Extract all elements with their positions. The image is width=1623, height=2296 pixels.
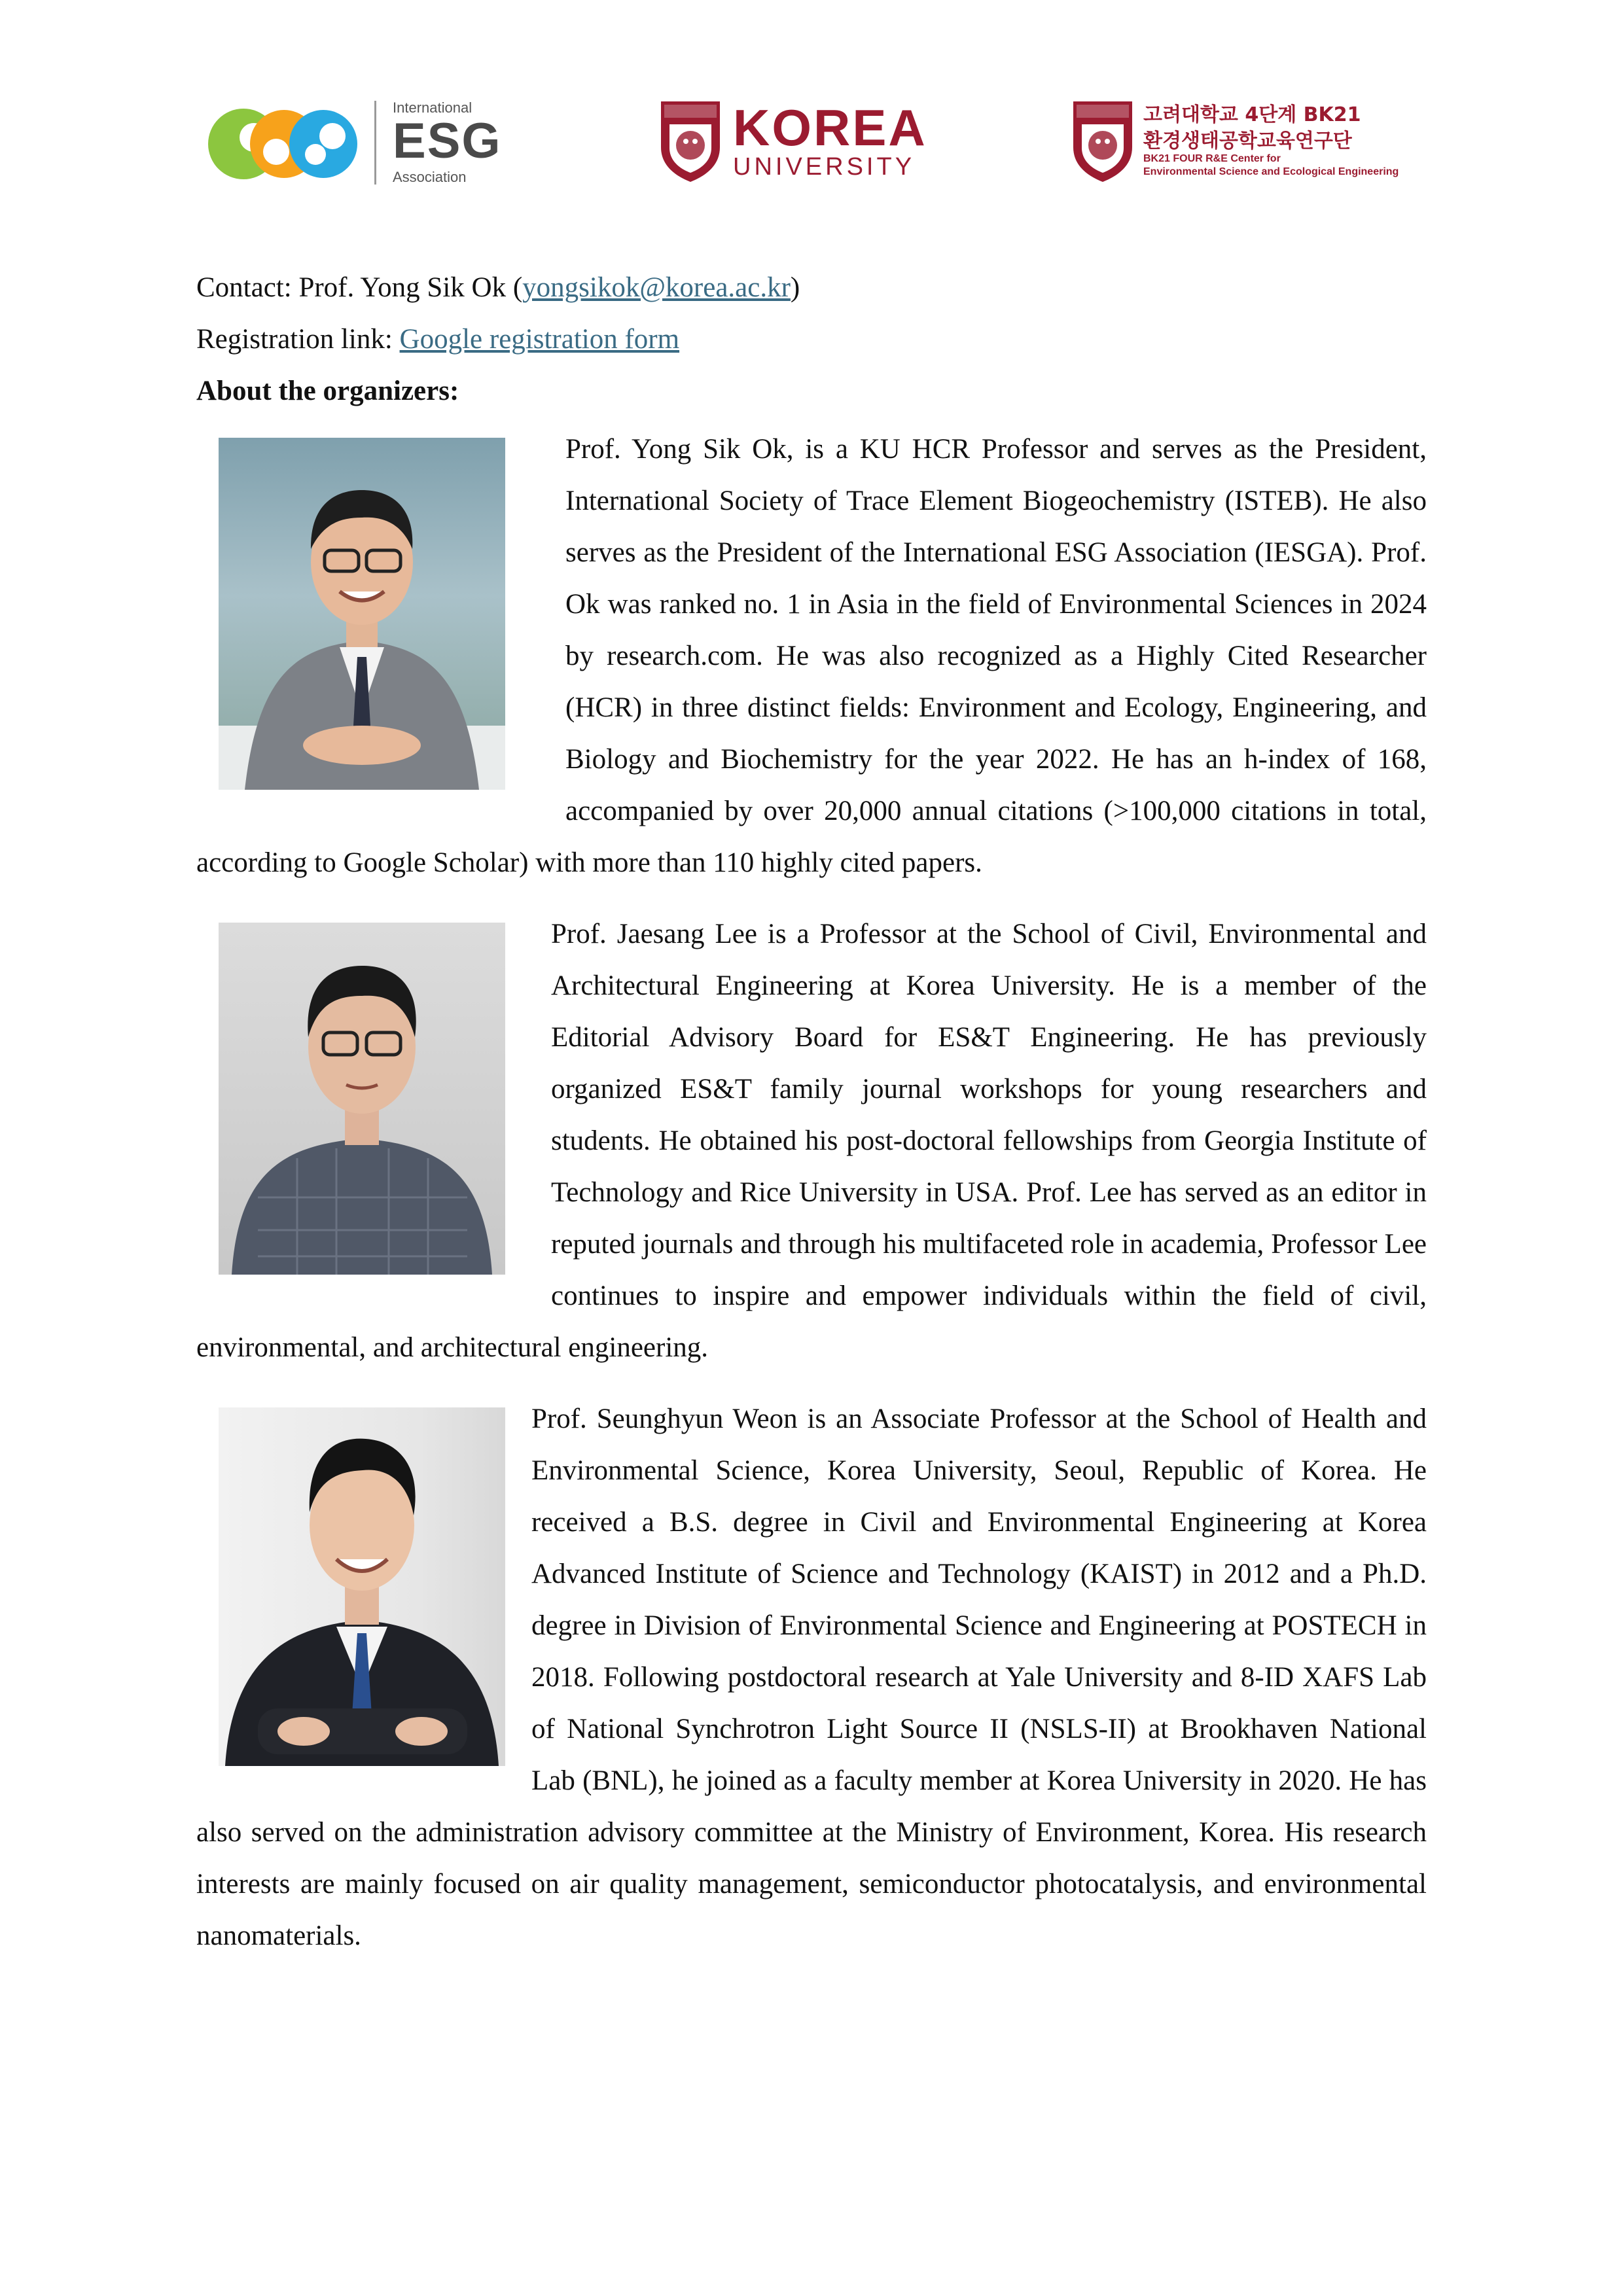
registration-prefix: Registration link: [196, 324, 400, 355]
registration-line [196, 313, 1427, 365]
page-header [0, 0, 1623, 196]
ku-crest-icon [658, 98, 723, 183]
organizer-photo [219, 923, 505, 1275]
ku-crest-icon [1070, 98, 1135, 183]
ku-logo-line1: KOREA [733, 99, 927, 156]
bio-text: Prof. Yong Sik Ok, is a KU HCR Professor and serves as the President, International Society of Trace Element Biogeochemistry (ISTEB). He also serves as the President of the International ESG Association (IESGA). Prof. Ok was ranked no. 1 in Asia in the field of Environmental Sciences in 2024 by research.com. He was also recognized as a Highly Cited Researcher (HCR) in three distinct fields: Environment and Ecology, Engineering, and Biology and Biochemistry for the year 2022. He has an h-index of 168, accompanied by over 20,000 annual citations (>100,000 citations in total, according to Google Scholar) with more than 110 highly cited papers. [196, 434, 1427, 878]
contact-line [196, 262, 1427, 313]
bk21-logo-line4: Environmental Science and Ecological Engineering [1143, 166, 1399, 177]
ku-logo-line2: UNIVERSITY [733, 153, 916, 181]
bio-text: Prof. Seunghyun Weon is an Associate Professor at the School of Health and Environmental Science, Korea University, Seoul, Republic of Korea. He received a B.S. degree in Civil and Environmental Engineering at Korea Advanced Institute of Science and Technology (KAIST) in 2012 and a Ph.D. degree in Division of Environmental Science and Engineering at POSTECH in 2018. Following postdoctoral research at Yale University and 8-ID XAFS Lab of National Synchrotron Light Source II (NSLS-II) at Brookhaven National Lab (BNL), he joined as a faculty member at Korea University in 2020. He has also served on the administration advisory committee at the Ministry of Environment, Korea. His research interests are mainly focused on air quality management, semiconductor photocatalysis, and environmental nanomaterials. [196, 1404, 1427, 1951]
organizer-bio-jaesang-lee [196, 908, 1427, 1373]
contact-suffix: ) [790, 272, 800, 303]
esg-emblem-icon [203, 98, 360, 190]
bk21-logo-line3: BK21 FOUR R&E Center for [1143, 153, 1281, 164]
korea-university-logo [658, 98, 927, 186]
organizer-bio-seunghyun-weon [196, 1393, 1427, 1962]
document-body [196, 262, 1427, 1962]
organizer-bio-yong-sik-ok [196, 423, 1427, 889]
esg-logo-line3: Association [393, 169, 467, 185]
esg-logo-divider [374, 101, 376, 185]
contact-email-link[interactable]: yongsikok@korea.ac.kr [522, 272, 791, 303]
esg-logo-line1: International [393, 99, 473, 116]
bk21-logo-line1: 고려대학교 4단계 BK21 [1143, 103, 1361, 126]
international-esg-association-logo [203, 98, 502, 190]
bk21-logo-line2: 환경생태공학교육연구단 [1143, 130, 1352, 152]
organizer-photo [219, 438, 505, 790]
organizers-heading: About the organizers: [196, 376, 459, 406]
contact-prefix: Contact: Prof. Yong Sik Ok ( [196, 272, 523, 303]
bio-text: Prof. Jaesang Lee is a Professor at the School of Civil, Environmental and Architectural Engineering at Korea University. He is a member of the Editorial Advisory Board for ES&T Engineering. He has previously organized ES&T family journal workshops for young researchers and students. He obtained his post-doctoral fellowships from Georgia Institute of Technology and Rice University in USA. Prof. Lee has served as an editor in reputed journals and through his multifaceted role in academia, Professor Lee continues to inspire and empower individuals within the field of civil, environmental, and architectural engineering. [196, 919, 1427, 1363]
registration-form-link[interactable]: Google registration form [399, 324, 680, 355]
bk21-center-logo [1070, 98, 1436, 186]
esg-logo-line2: ESG [393, 113, 502, 169]
organizer-photo [219, 1407, 505, 1766]
